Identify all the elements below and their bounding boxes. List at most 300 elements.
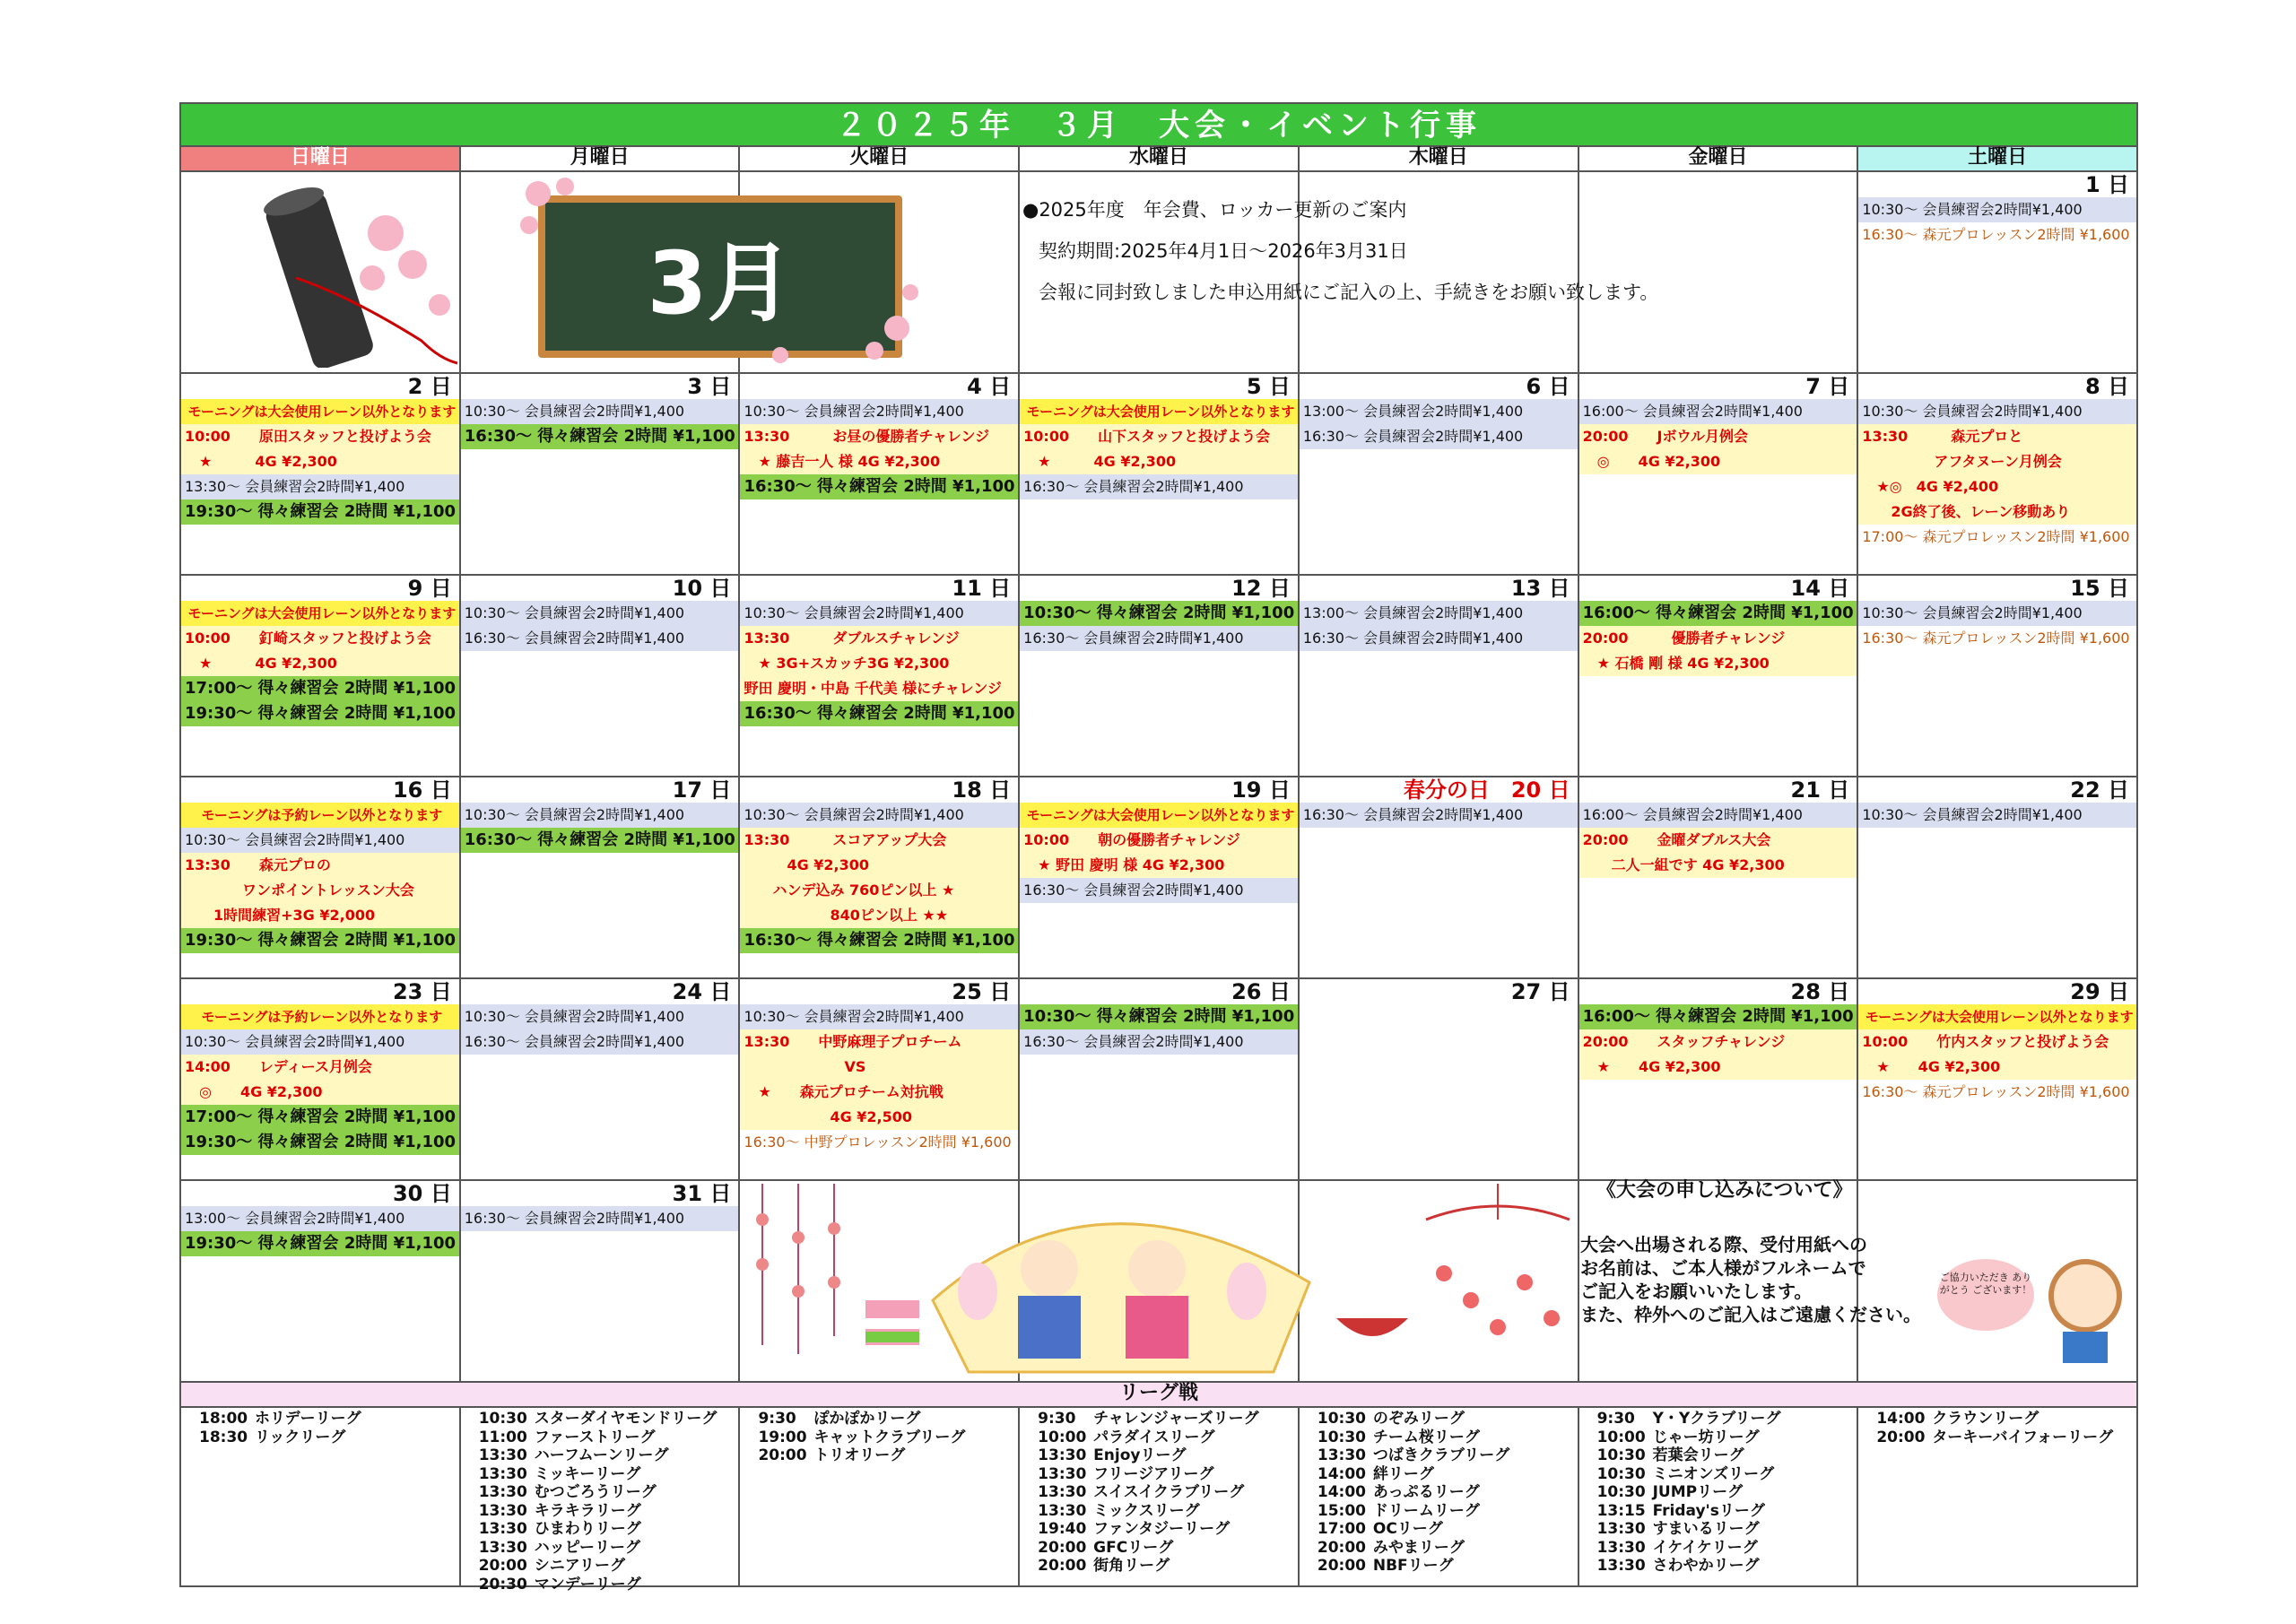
league-name: NBFリーグ xyxy=(1372,1557,1454,1575)
league-time: 18:30 xyxy=(199,1428,248,1446)
day-cell xyxy=(740,576,1020,776)
day-number: 11 日 xyxy=(952,576,1012,601)
league-item xyxy=(1318,1429,1578,1447)
notice-heading: ●2025年度 年会費、ロッカー更新のご案内 xyxy=(1022,199,1407,221)
notice-period: 契約期間:2025年4月1日～2026年3月31日 xyxy=(1039,240,1408,262)
league-time: 13:30 xyxy=(1596,1520,1646,1538)
day-cell xyxy=(181,576,461,776)
event-entry: 10:30～ 会員練習会2時間¥1,400 xyxy=(1858,803,2136,828)
event-entry: モーニングは大会使用レーン以外となります xyxy=(181,601,459,626)
event-entry: 10:00 原田スタッフと投げよう会 xyxy=(181,424,459,449)
league-name: 街角リーグ xyxy=(1093,1557,1170,1575)
league-item xyxy=(758,1410,1018,1429)
league-item xyxy=(1597,1483,1857,1502)
league-name: スイスイクラブリーグ xyxy=(1093,1483,1245,1501)
event-entry: 13:30 スコアアップ大会 xyxy=(740,828,1018,853)
day-number: 5 日 xyxy=(1246,374,1291,399)
event-entry: 17:00～ 得々練習会 2時間 ¥1,100 xyxy=(181,676,459,701)
event-entry: 16:00～ 得々練習会 2時間 ¥1,100 xyxy=(1579,601,1857,626)
event-entry: 10:30～ 会員練習会2時間¥1,400 xyxy=(181,1029,459,1055)
league-name: GFCリーグ xyxy=(1093,1538,1174,1557)
application-line-4: また、枠外へのご記入はご遠慮ください。 xyxy=(1580,1304,1921,1325)
league-item xyxy=(1038,1410,1298,1429)
day-number: 12 日 xyxy=(1231,576,1291,601)
day-cell xyxy=(1300,777,1579,977)
day-cell xyxy=(181,979,461,1179)
league-column xyxy=(1020,1408,1300,1585)
day-number: 15 日 xyxy=(2070,576,2130,601)
calendar-week xyxy=(179,574,2138,776)
league-name: マンデーリーグ xyxy=(534,1575,641,1594)
event-entry: 16:30～ 会員練習会2時間¥1,400 xyxy=(461,1029,739,1055)
league-name: ファンタジーリーグ xyxy=(1093,1520,1231,1538)
event-entry: 16:30～ 森元プロレッスン2時間 ¥1,600 xyxy=(1862,630,2130,647)
league-time: 11:00 xyxy=(478,1428,527,1446)
day-number: 25 日 xyxy=(952,979,1012,1004)
event-entry: 16:30～ 会員練習会2時間¥1,400 xyxy=(461,626,739,651)
event-entry: 19:30～ 得々練習会 2時間 ¥1,100 xyxy=(181,499,459,525)
league-item xyxy=(1597,1410,1857,1429)
league-time: 13:30 xyxy=(1596,1557,1646,1575)
day-cell xyxy=(740,374,1020,574)
day-number: 31 日 xyxy=(672,1181,732,1206)
league-name: ぽかぽかリーグ xyxy=(813,1410,921,1428)
league-item xyxy=(1038,1446,1298,1465)
league-name: ひまわりリーグ xyxy=(534,1520,641,1538)
league-item xyxy=(479,1576,739,1594)
league-time: 20:00 xyxy=(758,1446,807,1464)
day-cell xyxy=(1858,172,2136,372)
league-item xyxy=(479,1520,739,1539)
event-entry: 二人一組です 4G ¥2,300 xyxy=(1579,853,1857,878)
league-item xyxy=(199,1429,459,1447)
event-entry: 16:30～ 会員練習会2時間¥1,400 xyxy=(1020,474,1298,499)
day-number: 16 日 xyxy=(392,777,452,803)
day-number: 23 日 xyxy=(392,979,452,1004)
weekday-sunday: 日曜日 xyxy=(181,147,461,170)
league-column xyxy=(181,1408,461,1585)
month-board-label: 3月 xyxy=(647,233,794,334)
event-entry: 16:00～ 会員練習会2時間¥1,400 xyxy=(1579,399,1857,424)
league-name: 若葉会リーグ xyxy=(1652,1446,1744,1464)
application-note xyxy=(1580,1179,1975,1326)
league-name: すまいるリーグ xyxy=(1652,1520,1760,1538)
league-item xyxy=(1318,1539,1578,1558)
league-name: フリージアリーグ xyxy=(1093,1464,1214,1483)
event-entry: 20:00 金曜ダブルス大会 xyxy=(1579,828,1857,853)
event-entry: モーニングは予約レーン以外となります xyxy=(181,1004,459,1029)
day-cell xyxy=(1858,979,2136,1179)
league-item xyxy=(1597,1429,1857,1447)
league-header: リーグ戦 xyxy=(179,1381,2138,1406)
league-item xyxy=(1038,1465,1298,1484)
league-time: 13:30 xyxy=(1596,1538,1646,1557)
event-entry: モーニングは大会使用レーン以外となります xyxy=(1020,399,1298,424)
event-entry: 13:30 お昼の優勝者チャレンジ xyxy=(740,424,1018,449)
application-line-3: ご記入をお願いいたします。 xyxy=(1580,1281,1813,1302)
event-entry: 19:30～ 得々練習会 2時間 ¥1,100 xyxy=(181,701,459,726)
league-time: 13:30 xyxy=(1038,1464,1087,1483)
league-name: ハーフムーンリーグ xyxy=(534,1446,669,1464)
league-name: クラウンリーグ xyxy=(1932,1410,2039,1428)
event-entry: 10:30～ 会員練習会2時間¥1,400 xyxy=(461,601,739,626)
league-item xyxy=(1318,1465,1578,1484)
league-item xyxy=(1318,1446,1578,1465)
league-time: 14:00 xyxy=(1317,1483,1366,1501)
event-entry: 16:30～ 会員練習会2時間¥1,400 xyxy=(1020,626,1298,651)
thanks-bubble xyxy=(1937,1259,2034,1331)
league-time: 20:30 xyxy=(478,1575,527,1594)
league-time: 10:30 xyxy=(1317,1410,1366,1428)
league-name: Friday'sリーグ xyxy=(1652,1501,1765,1520)
league-time: 14:00 xyxy=(1317,1464,1366,1483)
league-name: キラキラリーグ xyxy=(534,1501,641,1520)
event-entry: ★ 4G ¥2,300 xyxy=(1858,1055,2136,1080)
weekday-header xyxy=(179,145,2138,170)
day-number: 14 日 xyxy=(1790,576,1850,601)
event-entry: 10:30～ 得々練習会 2時間 ¥1,100 xyxy=(1020,1004,1298,1029)
event-entry: 20:00 スタッフチャレンジ xyxy=(1579,1029,1857,1055)
scroll-illustration xyxy=(242,179,511,368)
league-name: トリオリーグ xyxy=(813,1446,906,1464)
day-cell xyxy=(740,979,1020,1179)
league-time: 10:30 xyxy=(1596,1483,1646,1501)
event-entry: 10:00 竹内スタッフと投げよう会 xyxy=(1858,1029,2136,1055)
league-time: 20:00 xyxy=(478,1557,527,1575)
league-item xyxy=(199,1410,459,1429)
league-name: Enjoyリーグ xyxy=(1093,1446,1187,1464)
event-entry: ★ 3G+スカッチ3G ¥2,300 xyxy=(740,651,1018,676)
event-entry: ★ 野田 慶明 様 4G ¥2,300 xyxy=(1020,853,1298,878)
day-cell xyxy=(1020,374,1300,574)
league-name: スターダイヤモンドリーグ xyxy=(534,1410,718,1428)
league-item xyxy=(479,1557,739,1576)
league-item xyxy=(479,1502,739,1521)
event-entry: アフタヌーン月例会 xyxy=(1858,449,2136,474)
league-time: 13:30 xyxy=(478,1483,527,1501)
league-time: 13:30 xyxy=(1038,1483,1087,1501)
league-name: さわやかリーグ xyxy=(1652,1557,1760,1575)
league-name: パラダイスリーグ xyxy=(1093,1428,1215,1446)
application-line-1: 大会へ出場される際、受付用紙への xyxy=(1580,1234,1867,1255)
event-entry: 野田 慶明・中島 千代美 様にチャレンジ xyxy=(740,676,1018,701)
event-entry: 14:00 レディース月例会 xyxy=(181,1055,459,1080)
event-entry: ★ 石橋 剛 様 4G ¥2,300 xyxy=(1579,651,1857,676)
league-column xyxy=(1579,1408,1859,1585)
league-time: 20:00 xyxy=(1038,1538,1087,1557)
event-entry: 4G ¥2,300 xyxy=(740,853,1018,878)
event-entry: 16:30～ 会員練習会2時間¥1,400 xyxy=(461,1206,739,1231)
event-entry: モーニングは大会使用レーン以外となります xyxy=(1858,1004,2136,1029)
league-time: 20:00 xyxy=(1317,1538,1366,1557)
league-item xyxy=(1038,1483,1298,1502)
event-entry: 10:30～ 会員練習会2時間¥1,400 xyxy=(740,601,1018,626)
league-item xyxy=(758,1446,1018,1465)
event-entry: 13:00～ 会員練習会2時間¥1,400 xyxy=(1300,399,1578,424)
day-number: 30 日 xyxy=(392,1181,452,1206)
league-item xyxy=(1318,1410,1578,1429)
league-item xyxy=(1318,1557,1578,1576)
event-entry: 13:30～ 会員練習会2時間¥1,400 xyxy=(181,474,459,499)
league-item xyxy=(1038,1539,1298,1558)
league-time: 10:30 xyxy=(1596,1446,1646,1464)
event-entry: 2G終了後、レーン移動あり xyxy=(1858,499,2136,525)
event-entry: 16:30～ 得々練習会 2時間 ¥1,100 xyxy=(740,928,1018,953)
event-entry: ★ 4G ¥2,300 xyxy=(1579,1055,1857,1080)
day-number: 春分の日 20 日 xyxy=(1403,777,1570,803)
event-entry: 16:30～ 得々練習会 2時間 ¥1,100 xyxy=(461,424,739,449)
day-cell xyxy=(461,777,741,977)
league-column xyxy=(1858,1408,2136,1585)
event-entry: ★ 森元プロチーム対抗戦 xyxy=(740,1080,1018,1105)
event-entry: ◎ 4G ¥2,300 xyxy=(1579,449,1857,474)
day-number: 28 日 xyxy=(1790,979,1850,1004)
league-item xyxy=(479,1483,739,1502)
league-time: 18:00 xyxy=(199,1410,248,1428)
calendar-week xyxy=(179,776,2138,977)
league-time: 19:00 xyxy=(758,1428,807,1446)
event-entry: モーニングは大会使用レーン以外となります xyxy=(1020,803,1298,828)
league-name: つばきクラブリーグ xyxy=(1372,1446,1510,1464)
day-number: 3 日 xyxy=(687,374,732,399)
day-number: 21 日 xyxy=(1790,777,1850,803)
day-cell xyxy=(1579,979,1859,1179)
event-entry: 10:30～ 会員練習会2時間¥1,400 xyxy=(461,399,739,424)
event-entry: 20:00 Jボウル月例会 xyxy=(1579,424,1857,449)
calendar-week xyxy=(179,977,2138,1179)
day-cell xyxy=(1579,777,1859,977)
day-number: 17 日 xyxy=(672,777,732,803)
league-name: ターキーバイフォーリーグ xyxy=(1932,1428,2114,1446)
day-number: 29 日 xyxy=(2070,979,2130,1004)
event-entry: 16:30～ 会員練習会2時間¥1,400 xyxy=(1300,803,1578,828)
league-time: 20:00 xyxy=(1038,1557,1087,1575)
league-name: のぞみリーグ xyxy=(1372,1410,1465,1428)
event-entry: 13:30 森元プロの xyxy=(181,853,459,878)
league-item xyxy=(479,1446,739,1465)
league-name: Y・Yクラブリーグ xyxy=(1652,1410,1781,1428)
league-time: 9:30 xyxy=(1596,1410,1635,1428)
league-item xyxy=(479,1410,739,1429)
league-name: ファーストリーグ xyxy=(534,1428,656,1446)
day-cell xyxy=(740,777,1020,977)
weekday-thursday: 木曜日 xyxy=(1300,147,1579,170)
event-entry: 16:30～ 会員練習会2時間¥1,400 xyxy=(1020,878,1298,903)
event-entry: 17:00～ 得々練習会 2時間 ¥1,100 xyxy=(181,1105,459,1130)
event-entry: 4G ¥2,500 xyxy=(740,1105,1018,1130)
day-cell xyxy=(1858,777,2136,977)
league-column xyxy=(740,1408,1020,1585)
event-entry: 10:30～ 会員練習会2時間¥1,400 xyxy=(1858,399,2136,424)
day-cell xyxy=(461,979,741,1179)
event-entry: 16:30～ 中野プロレッスン2時間 ¥1,600 xyxy=(744,1133,1012,1151)
weekday-friday: 金曜日 xyxy=(1579,147,1859,170)
league-name: キャットクラブリーグ xyxy=(813,1428,966,1446)
league-item xyxy=(479,1539,739,1558)
league-time: 13:30 xyxy=(1038,1446,1087,1464)
day-number: 9 日 xyxy=(407,576,452,601)
day-cell xyxy=(1858,374,2136,574)
event-entry: ★ 4G ¥2,300 xyxy=(181,651,459,676)
league-item xyxy=(1038,1502,1298,1521)
notice-body: 会報に同封致しました申込用紙にご記入の上、手続きをお願い致します。 xyxy=(1039,282,1659,303)
league-time: 13:30 xyxy=(478,1501,527,1520)
event-entry: 13:00～ 会員練習会2時間¥1,400 xyxy=(181,1206,459,1231)
event-entry: モーニングは予約レーン以外となります xyxy=(181,803,459,828)
league-item xyxy=(1597,1557,1857,1576)
event-entry: 10:00 山下スタッフと投げよう会 xyxy=(1020,424,1298,449)
event-entry: 16:00～ 得々練習会 2時間 ¥1,100 xyxy=(1579,1004,1857,1029)
event-entry: 16:30～ 会員練習会2時間¥1,400 xyxy=(1300,626,1578,651)
day-cell xyxy=(1300,374,1579,574)
event-entry: 10:30～ 会員練習会2時間¥1,400 xyxy=(740,399,1018,424)
event-entry: 16:30～ 得々練習会 2時間 ¥1,100 xyxy=(740,701,1018,726)
league-time: 13:30 xyxy=(478,1520,527,1538)
calendar-week xyxy=(179,372,2138,574)
league-item xyxy=(1597,1502,1857,1521)
event-entry: 10:00 朝の優勝者チャレンジ xyxy=(1020,828,1298,853)
league-item xyxy=(1318,1502,1578,1521)
event-entry: ワンポイントレッスン大会 xyxy=(181,878,459,903)
league-item xyxy=(1318,1483,1578,1502)
event-entry: ★ 4G ¥2,300 xyxy=(181,449,459,474)
league-time: 20:00 xyxy=(1876,1428,1926,1446)
thanks-bubble-text: ご協力いただき ありがとう ございます！ xyxy=(1939,1272,2032,1296)
day-number: 4 日 xyxy=(967,374,1012,399)
day-number: 2 日 xyxy=(407,374,452,399)
event-entry: 13:00～ 会員練習会2時間¥1,400 xyxy=(1300,601,1578,626)
event-entry: 10:30～ 会員練習会2時間¥1,400 xyxy=(1858,197,2136,222)
league-time: 9:30 xyxy=(1038,1410,1076,1428)
league-name: チーム桜リーグ xyxy=(1372,1428,1480,1446)
event-entry: 20:00 優勝者チャレンジ xyxy=(1579,626,1857,651)
day-number: 13 日 xyxy=(1510,576,1570,601)
league-item xyxy=(1597,1446,1857,1465)
league-time: 13:30 xyxy=(1317,1446,1366,1464)
league-item xyxy=(1597,1539,1857,1558)
day-cell xyxy=(1300,979,1579,1179)
event-entry: 16:30～ 会員練習会2時間¥1,400 xyxy=(1300,424,1578,449)
event-entry: 13:30 ダブルスチャレンジ xyxy=(740,626,1018,651)
application-heading: 《大会の申し込みについて》 xyxy=(1596,1179,1853,1202)
league-item xyxy=(1597,1520,1857,1539)
day-number: 27 日 xyxy=(1510,979,1570,1004)
event-entry: 16:30～ 得々練習会 2時間 ¥1,100 xyxy=(461,828,739,853)
league-time: 10:00 xyxy=(1596,1428,1646,1446)
league-item xyxy=(1038,1520,1298,1539)
event-entry: ★ 4G ¥2,300 xyxy=(1020,449,1298,474)
event-entry: ★ 藤吉一人 様 4G ¥2,300 xyxy=(740,449,1018,474)
league-time: 14:00 xyxy=(1876,1410,1926,1428)
event-entry: ★◎ 4G ¥2,400 xyxy=(1858,474,2136,499)
day-cell xyxy=(1579,576,1859,776)
league-name: シニアリーグ xyxy=(534,1557,626,1575)
league-name: OCリーグ xyxy=(1372,1520,1443,1538)
league-item xyxy=(1038,1429,1298,1447)
day-number: 1 日 xyxy=(2084,172,2130,197)
league-column xyxy=(461,1408,741,1594)
event-entry: 13:30 森元プロと xyxy=(1858,424,2136,449)
day-cell xyxy=(461,1181,741,1381)
day-cell xyxy=(1858,576,2136,776)
league-name: イケイケリーグ xyxy=(1652,1538,1758,1557)
event-entry: 19:30～ 得々練習会 2時間 ¥1,100 xyxy=(181,1231,459,1256)
league-time: 9:30 xyxy=(758,1410,796,1428)
event-entry: 19:30～ 得々練習会 2時間 ¥1,100 xyxy=(181,928,459,953)
league-time: 17:00 xyxy=(1317,1520,1366,1538)
league-item xyxy=(1876,1410,2136,1429)
league-column xyxy=(1300,1408,1579,1585)
event-entry: 16:00～ 会員練習会2時間¥1,400 xyxy=(1579,803,1857,828)
day-number: 6 日 xyxy=(1526,374,1570,399)
league-time: 13:30 xyxy=(478,1446,527,1464)
day-number: 24 日 xyxy=(672,979,732,1004)
day-cell xyxy=(461,374,741,574)
renewal-notice xyxy=(1022,194,1830,308)
day-number: 8 日 xyxy=(2084,374,2130,399)
league-item xyxy=(1597,1465,1857,1484)
event-entry: 17:00～ 森元プロレッスン2時間 ¥1,600 xyxy=(1862,528,2130,545)
league-name: ミックスリーグ xyxy=(1093,1501,1200,1520)
day-cell xyxy=(181,777,461,977)
league-name: ミッキーリーグ xyxy=(534,1464,641,1483)
weekday-saturday: 土曜日 xyxy=(1858,147,2136,170)
day-cell xyxy=(461,576,741,776)
day-cell xyxy=(181,1181,461,1381)
league-name: ミニオンズリーグ xyxy=(1652,1464,1775,1483)
staff-avatar xyxy=(2036,1255,2135,1363)
event-entry: 16:30～ 得々練習会 2時間 ¥1,100 xyxy=(740,474,1018,499)
league-item xyxy=(758,1429,1018,1447)
event-entry: 10:30～ 会員練習会2時間¥1,400 xyxy=(181,828,459,853)
day-number: 19 日 xyxy=(1231,777,1291,803)
application-line-2: お名前は、ご本人様がフルネームで xyxy=(1580,1257,1866,1279)
weekday-wednesday: 水曜日 xyxy=(1020,147,1300,170)
day-cell xyxy=(1300,576,1579,776)
league-name: むつごろうリーグ xyxy=(534,1483,657,1501)
day-cell xyxy=(1020,777,1300,977)
cherry-blossoms xyxy=(511,176,924,373)
league-time: 13:30 xyxy=(478,1464,527,1483)
league-name: みやまリーグ xyxy=(1372,1538,1465,1557)
event-entry: 19:30～ 得々練習会 2時間 ¥1,100 xyxy=(181,1130,459,1155)
league-name: JUMPリーグ xyxy=(1652,1483,1744,1501)
event-entry: 13:30 中野麻理子プロチーム xyxy=(740,1029,1018,1055)
weekday-tuesday: 火曜日 xyxy=(740,147,1020,170)
league-time: 19:40 xyxy=(1038,1520,1087,1538)
event-entry: ◎ 4G ¥2,300 xyxy=(181,1080,459,1105)
event-entry: 10:30～ 会員練習会2時間¥1,400 xyxy=(740,1004,1018,1029)
event-entry: モーニングは大会使用レーン以外となります xyxy=(181,399,459,424)
event-entry: 16:30～ 会員練習会2時間¥1,400 xyxy=(1020,1029,1298,1055)
league-name: リックリーグ xyxy=(255,1428,346,1446)
hina-dolls-illustration xyxy=(744,1184,1623,1381)
event-entry: ハンデ込み 760ピン以上 ★ xyxy=(740,878,1018,903)
day-number: 22 日 xyxy=(2070,777,2130,803)
event-entry: 10:30～ 会員練習会2時間¥1,400 xyxy=(1858,601,2136,626)
league-name: あっぷるリーグ xyxy=(1372,1483,1480,1501)
event-entry: 10:00 釘崎スタッフと投げよう会 xyxy=(181,626,459,651)
day-number: 26 日 xyxy=(1231,979,1291,1004)
league-name: 絆リーグ xyxy=(1372,1464,1434,1483)
league-time: 10:00 xyxy=(1038,1428,1087,1446)
day-cell xyxy=(181,374,461,574)
league-name: チャレンジャーズリーグ xyxy=(1093,1410,1259,1428)
league-name: ドリームリーグ xyxy=(1372,1501,1480,1520)
event-entry: VS xyxy=(740,1055,1018,1080)
league-time: 20:00 xyxy=(1317,1557,1366,1575)
calendar-title: ２０２５年 ３月 大会・イベント行事 xyxy=(179,102,2138,145)
